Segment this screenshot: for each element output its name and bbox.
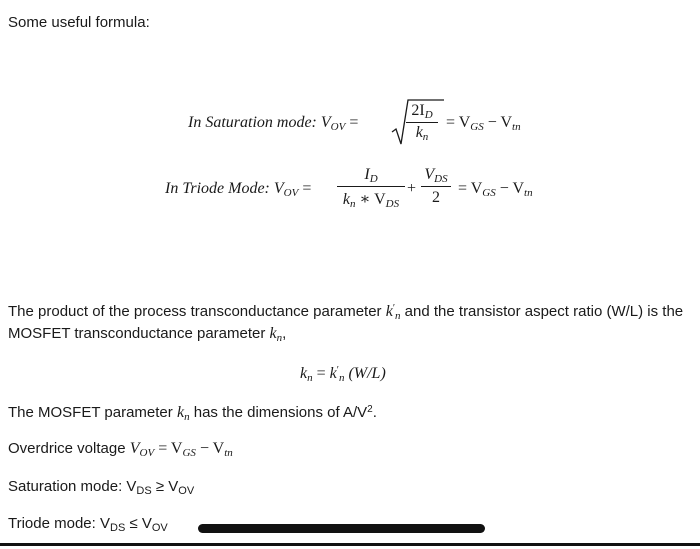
triode-plus-sign: +: [407, 180, 417, 197]
home-indicator-bar: [198, 524, 485, 533]
triode-fraction1-bar: [337, 186, 405, 187]
triode-fraction2-bar: [421, 186, 451, 187]
triode-fraction1-denominator: $k_n$ ∗ $V_{DS}$: [342, 191, 400, 210]
dimensions-line: The MOSFET parameter $k_n$ has the dimensions of $A/V^2$.: [8, 404, 377, 423]
triode-formula-rhs: = $V_{GS} - V_{tn}$: [458, 180, 533, 199]
saturation-formula-rhs: = $V_{GS} - V_{tn}$: [446, 114, 521, 133]
saturation-fraction-bar: [406, 122, 438, 123]
saturation-formula-lhs: In Saturation mode: $V_{OV}$ =: [188, 114, 359, 133]
page-heading: Some useful formula:: [8, 14, 150, 31]
triode-fraction2-denominator: 2: [432, 189, 440, 206]
triode-formula-lhs: In Triode Mode: $V_{OV}$ =: [165, 180, 312, 199]
bottom-divider: [0, 543, 700, 546]
triode-fraction1-numerator: $I_D$: [364, 166, 378, 185]
overdrive-voltage-line: Overdrice voltage $V_{OV} = V_{GS} - V_{tn}$: [8, 440, 233, 459]
triode-fraction2-numerator: $V_{DS}$: [424, 166, 448, 185]
paragraph-line-1: The product of the process transconductance parameter $k'_n$ and the transistor aspect ratio (W/L) is the: [8, 303, 684, 322]
triode-condition-line: Triode mode: $V_{DS} \le V_{OV}$: [8, 515, 168, 534]
saturation-denominator: $k_n$: [415, 124, 429, 143]
saturation-numerator: $2I_D$: [411, 102, 433, 121]
kn-formula: $k_n = k'_n$ (W/L): [300, 365, 386, 384]
paragraph-line-2: MOSFET transconductance parameter $k_n$,: [8, 325, 287, 344]
saturation-condition-line: Saturation mode: $V_{DS} \ge V_{OV}$: [8, 478, 195, 497]
